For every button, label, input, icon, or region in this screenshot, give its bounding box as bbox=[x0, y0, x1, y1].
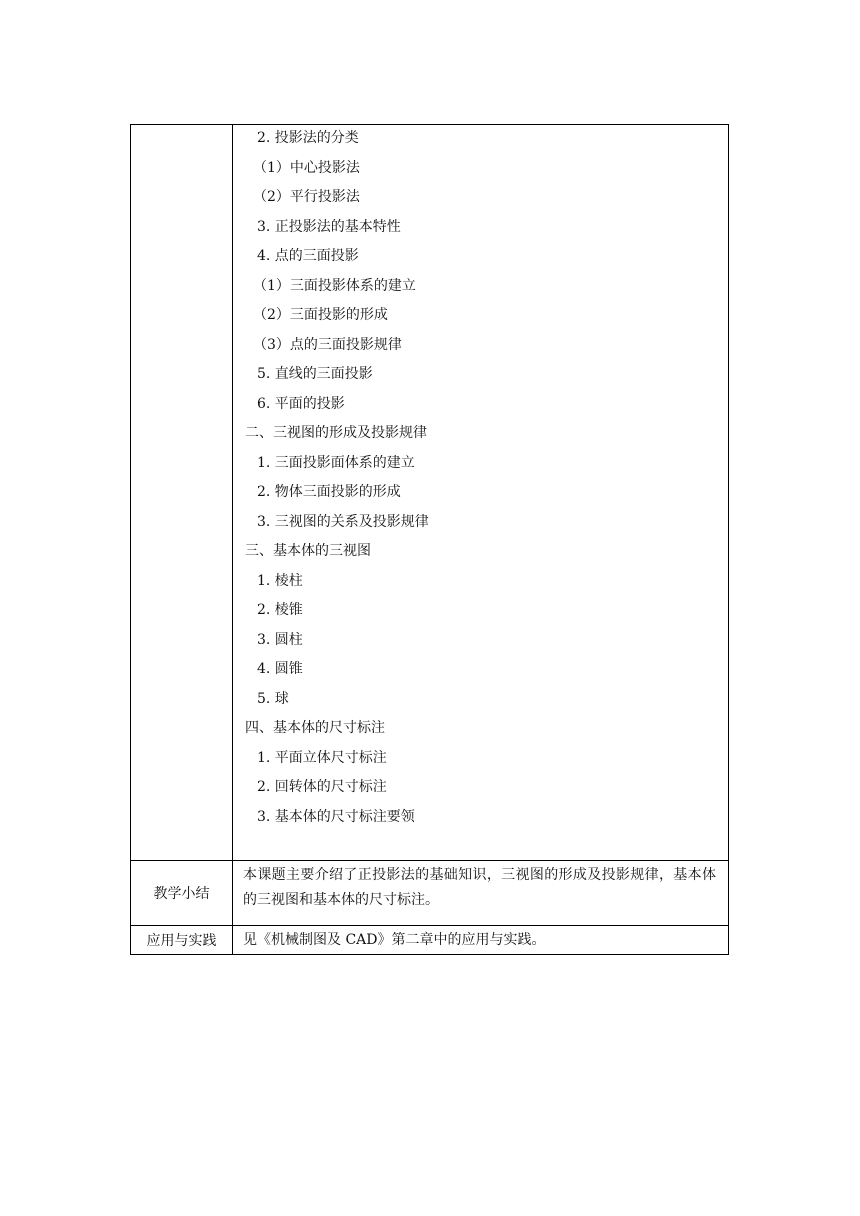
practice-row bbox=[131, 926, 729, 955]
outline-item: 1. 三面投影面体系的建立 bbox=[257, 454, 415, 471]
lesson-plan-table bbox=[130, 124, 729, 955]
outline-row bbox=[131, 125, 729, 861]
outline-item: 1. 棱柱 bbox=[257, 572, 303, 589]
outline-item: （2）三面投影的形成 bbox=[253, 307, 388, 323]
practice-text: 见《机械制图及 CAD》第二章中的应用与实践。 bbox=[233, 926, 729, 955]
outline-section-heading: 三、基本体的三视图 bbox=[245, 543, 371, 559]
outline-item: 3. 正投影法的基本特性 bbox=[257, 218, 401, 235]
outline-item: 3. 三视图的关系及投影规律 bbox=[257, 513, 429, 530]
summary-label: 教学小结 bbox=[131, 861, 233, 926]
outline-section-heading: 四、基本体的尺寸标注 bbox=[245, 720, 385, 736]
outline-item: 2. 棱锥 bbox=[257, 602, 303, 618]
outline-label-cell bbox=[131, 125, 233, 861]
outline-item: 4. 圆锥 bbox=[257, 661, 303, 677]
outline-item: 2. 物体三面投影的形成 bbox=[257, 484, 401, 500]
outline-item: 3. 圆柱 bbox=[257, 631, 303, 648]
outline-item: （1）中心投影法 bbox=[253, 159, 360, 176]
outline-item: 5. 直线的三面投影 bbox=[257, 366, 373, 382]
outline-cell bbox=[233, 125, 729, 861]
outline-item: （2）平行投影法 bbox=[253, 189, 360, 205]
outline-item: 4. 点的三面投影 bbox=[257, 248, 359, 264]
summary-row bbox=[131, 861, 729, 926]
outline-item: 2. 投影法的分类 bbox=[257, 130, 359, 146]
outline-item: （1）三面投影体系的建立 bbox=[253, 277, 416, 294]
outline-item: 6. 平面的投影 bbox=[257, 395, 345, 412]
outline-item: 5. 球 bbox=[257, 690, 289, 707]
summary-text: 本课题主要介绍了正投影法的基础知识，三视图的形成及投影规律，基本体的三视图和基本体的尺寸标注。 bbox=[233, 861, 729, 926]
outline-item: 1. 平面立体尺寸标注 bbox=[257, 749, 387, 766]
outline-section-heading: 二、三视图的形成及投影规律 bbox=[245, 425, 427, 441]
outline-list bbox=[233, 125, 728, 836]
practice-label: 应用与实践 bbox=[131, 926, 233, 955]
outline-item: 2. 回转体的尺寸标注 bbox=[257, 779, 387, 795]
outline-item: （3）点的三面投影规律 bbox=[253, 336, 402, 353]
outline-item: 3. 基本体的尺寸标注要领 bbox=[257, 808, 415, 825]
